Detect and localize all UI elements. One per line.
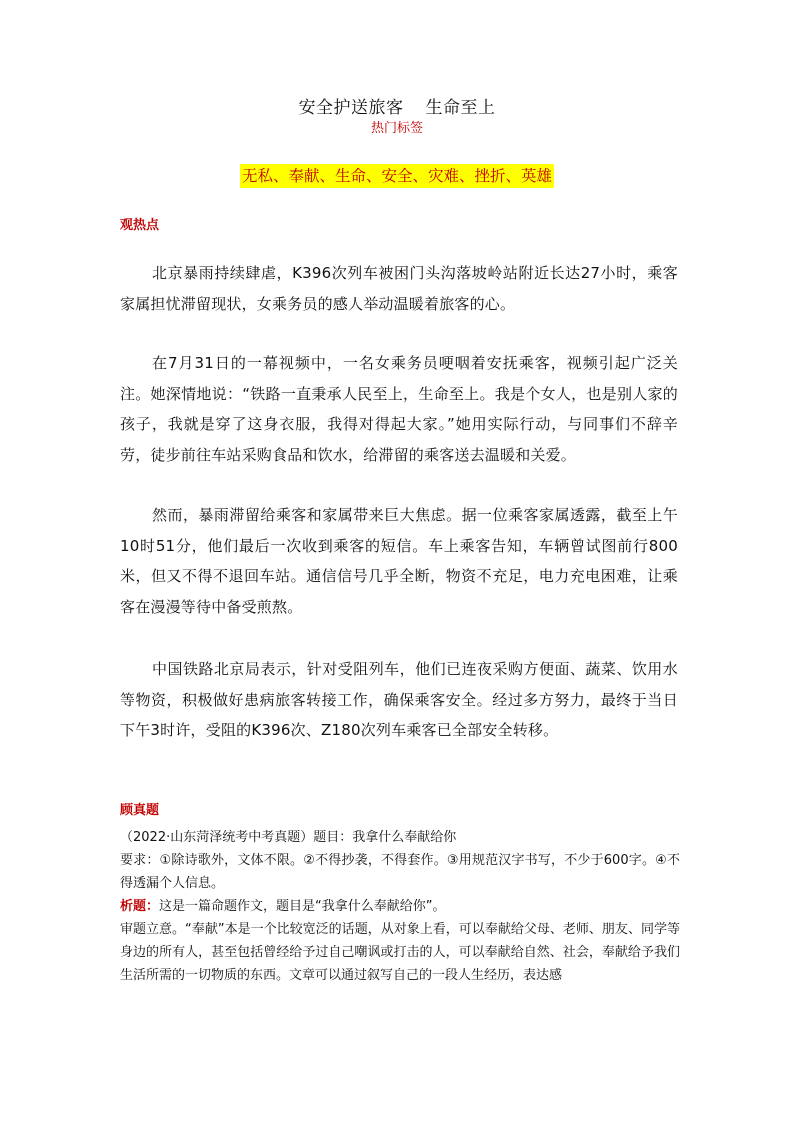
hot-point-paragraph-1: 北京暴雨持续肆虐，K396次列车被困门头沟落坡岭站附近长达27小时，乘客家属担忧滞留现状，女乘务员的感人举动温暖着旅客的心。 (120, 264, 678, 313)
hot-point-paragraph-4: 中国铁路北京局表示，针对受阻列车，他们已连夜采购方便面、蔬菜、饮用水等物资，积极做好患病旅客转接工作，确保乘客安全。经过多方努力，最终于当日下午3时许，受阻的K396次、Z180次列车乘客已全部安全转移。 (120, 660, 678, 739)
title-part-1: 安全护送旅客 (298, 98, 404, 118)
page-title (0, 96, 794, 120)
hot-tags-label: 热门标签 (370, 121, 423, 136)
title-part-2: 生命至上 (425, 98, 496, 118)
analysis-label: 析题： (120, 899, 160, 914)
exam-body (120, 826, 680, 987)
hot-tags-text: 无私、奉献、生命、安全、灾难、挫折、英雄 (240, 164, 554, 188)
analysis-text: 这是一篇命题作文，题目是“我拿什么奉献给你”。 (159, 899, 446, 914)
exam-requirement: 要求：①除诗歌外，文体不限。②不得抄袭，不得套作。③用规范汉字书写，不少于600字。④不得透漏个人信息。 (120, 853, 680, 891)
exam-source: （2022·山东菏泽统考中考真题）题目：我拿什么奉献给你 (120, 830, 457, 845)
hot-point-heading: 观热点 (120, 218, 160, 233)
exam-intent: 审题立意。“奉献”本是一个比较宽泛的话题，从对象上看，可以奉献给父母、老师、朋友、同学等身边的所有人，甚至包括曾经给予过自己嘲讽或打击的人，可以奉献给自然、社会，奉献给予我们生活所需的一切物质的东西。文章可以通过叙写自己的一段人生经历，表达感 (120, 922, 680, 983)
hot-point-paragraph-3: 然而，暴雨滞留给乘客和家属带来巨大焦虑。据一位乘客家属透露，截至上午10时51分，他们最后一次收到乘客的短信。车上乘客告知，车辆曾试图前行800米，但又不得不退回车站。通信信号几乎全断，物资不充足，电力充电困难，让乘客在漫漫等待中备受煎熬。 (120, 506, 678, 616)
exam-heading: 顾真题 (120, 803, 160, 818)
exam-analysis (120, 895, 680, 918)
hot-tags (0, 164, 794, 188)
hot-point-paragraph-2: 在7月31日的一幕视频中，一名女乘务员哽咽着安抚乘客，视频引起广泛关注。她深情地说：“铁路一直秉承人民至上，生命至上。我是个女人，也是别人家的孩子，我就是穿了这身衣服，我得对得起大家。”她用实际行动，与同事们不辞辛劳，徒步前往车站采购食品和饮水，给滞留的乘客送去温暖和关爱。 (120, 354, 678, 464)
